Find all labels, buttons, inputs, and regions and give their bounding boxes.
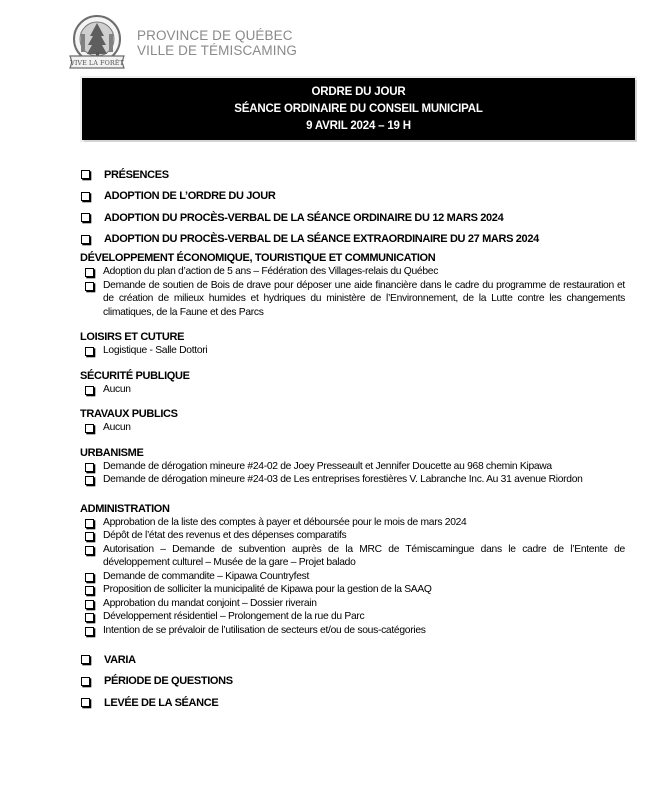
list-item xyxy=(80,460,625,474)
agenda-item-label: ADOPTION DE L’ORDRE DU JOUR xyxy=(104,190,276,203)
checkbox-icon xyxy=(85,424,94,433)
opening-items xyxy=(80,164,625,250)
list-item xyxy=(80,570,625,584)
checkbox-icon xyxy=(81,698,90,707)
list-item-text: Intention de se prévaloir de l’utilisation de secteurs et/ou de sous-catégories xyxy=(103,624,426,636)
checkbox-icon xyxy=(85,573,94,582)
checkbox-icon xyxy=(81,192,90,201)
section-title: ADMINISTRATION xyxy=(80,502,170,515)
checkbox-icon xyxy=(81,655,90,664)
list-item-text: Proposition de solliciter la municipalité de Kipawa pour la gestion de la SAAQ xyxy=(103,584,432,595)
list-item xyxy=(80,583,625,597)
section-title: SÉCURITÉ PUBLIQUE xyxy=(80,369,190,382)
checkbox-icon xyxy=(85,282,94,291)
list-item xyxy=(80,421,625,435)
list-item xyxy=(80,597,625,611)
checkbox-icon xyxy=(85,476,94,485)
checkbox-icon xyxy=(81,235,90,244)
agenda-item-pv-12-mars xyxy=(80,207,625,229)
list-item xyxy=(80,516,625,530)
section-title: DÉVELOPPEMENT ÉCONOMIQUE, TOURISTIQUE ET COMMUNICATION xyxy=(80,252,436,264)
list-item xyxy=(80,543,625,570)
agenda-item-label: ADOPTION DU PROCÈS-VERBAL DE LA SÉANCE EXTRAORDINAIRE DU 27 MARS 2024 xyxy=(104,233,539,246)
list-item xyxy=(80,383,625,397)
agenda-content xyxy=(80,164,625,714)
list-item xyxy=(80,265,625,279)
section-urbanisme xyxy=(80,446,625,487)
checkbox-icon xyxy=(85,347,94,356)
list-item xyxy=(80,344,625,358)
agenda-item-label: PRÉSENCES xyxy=(104,168,169,181)
list-item-text: Demande de dérogation mineure #24-03 de Les entreprises forestières V. Labranche Inc. Au 31 avenue Riordon xyxy=(103,474,583,485)
agenda-item-label: LEVÉE DE LA SÉANCE xyxy=(104,696,219,709)
agenda-item-label: ADOPTION DU PROCÈS-VERBAL DE LA SÉANCE ORDINAIRE DU 12 MARS 2024 xyxy=(104,211,504,224)
section-loisirs xyxy=(80,330,625,358)
checkbox-icon xyxy=(85,463,94,472)
agenda-item-varia xyxy=(80,649,625,671)
section-title: TRAVAUX PUBLICS xyxy=(80,408,178,420)
list-item-text: Approbation du mandat conjoint – Dossier riverain xyxy=(103,597,317,609)
agenda-item-label: VARIA xyxy=(104,653,136,666)
section-title: URBANISME xyxy=(80,446,144,459)
list-item-text: Aucun xyxy=(103,383,131,395)
closing-items xyxy=(80,649,625,714)
list-item-text: Aucun xyxy=(103,422,131,433)
list-item-text: Dépôt de l’état des revenus et des dépenses comparatifs xyxy=(103,530,347,541)
meeting-date: 9 AVRIL 2024 – 19 H xyxy=(306,120,411,132)
list-item xyxy=(80,473,625,487)
checkbox-icon xyxy=(85,519,94,528)
checkbox-icon xyxy=(85,613,94,622)
section-developpement xyxy=(80,251,625,319)
section-administration xyxy=(80,502,625,638)
province-name: PROVINCE DE QUÉBEC xyxy=(137,28,293,43)
list-item-text: Adoption du plan d’action de 5 ans – Fédération des Villages-relais du Québec xyxy=(103,266,439,277)
list-item xyxy=(80,279,625,320)
list-item xyxy=(80,610,625,624)
section-title: LOISIRS ET CUTURE xyxy=(80,331,185,343)
list-item-text: Demande de dérogation mineure #24-02 de Joey Presseault et Jennifer Doucette au 968 chemin Kipawa xyxy=(103,460,552,472)
checkbox-icon xyxy=(85,586,94,595)
list-item-text: Logistique - Salle Dottori xyxy=(103,345,208,356)
checkbox-icon xyxy=(85,627,94,636)
agenda-item-adoption-ordre-du-jour xyxy=(80,186,625,208)
section-securite-publique xyxy=(80,369,625,397)
agenda-title: ORDRE DU JOUR xyxy=(311,86,406,98)
list-item xyxy=(80,529,625,543)
checkbox-icon xyxy=(85,386,94,395)
city-name: VILLE DE TÉMISCAMING xyxy=(137,43,298,58)
agenda-title-box xyxy=(82,78,635,140)
checkbox-icon xyxy=(81,213,90,222)
checkbox-icon xyxy=(81,170,90,179)
svg-text:VIVE LA FORÊT: VIVE LA FORÊT xyxy=(70,59,124,67)
section-travaux-publics xyxy=(80,407,625,435)
checkbox-icon xyxy=(85,532,94,541)
list-item-text: Demande de soutien de Bois de drave pour déposer une aide financière dans le cadre du programme de restauration et de création de milieux humides et hydriques du ministère de l’Environnement, de la Lutte contre les changements climatiques, de la Faune et des Parcs xyxy=(103,279,625,318)
agenda-item-label: PÉRIODE DE QUESTIONS xyxy=(104,675,233,688)
checkbox-icon xyxy=(85,268,94,277)
list-item xyxy=(80,624,625,638)
list-item-text: Autorisation – Demande de subvention auprès de la MRC de Témiscamingue dans le cadre de l’Entente de développement culturel – Musée de la gare – Projet balado xyxy=(103,543,625,568)
checkbox-icon xyxy=(81,677,90,686)
meeting-type: SÉANCE ORDINAIRE DU CONSEIL MUNICIPAL xyxy=(234,103,483,115)
checkbox-icon xyxy=(85,600,94,609)
agenda-item-levee-seance xyxy=(80,692,625,714)
list-item-text: Approbation de la liste des comptes à payer et déboursée pour le mois de mars 2024 xyxy=(103,516,467,528)
letterhead-text xyxy=(137,28,297,58)
list-item-text: Demande de commandite – Kipawa Countryfest xyxy=(103,570,310,582)
agenda-item-presences xyxy=(80,164,625,186)
list-item-text: Développement résidentiel – Prolongement de la rue du Parc xyxy=(103,611,365,622)
agenda-item-pv-27-mars xyxy=(80,229,625,251)
agenda-item-periode-questions xyxy=(80,671,625,693)
checkbox-icon xyxy=(85,546,94,555)
municipal-seal-logo xyxy=(66,14,128,72)
